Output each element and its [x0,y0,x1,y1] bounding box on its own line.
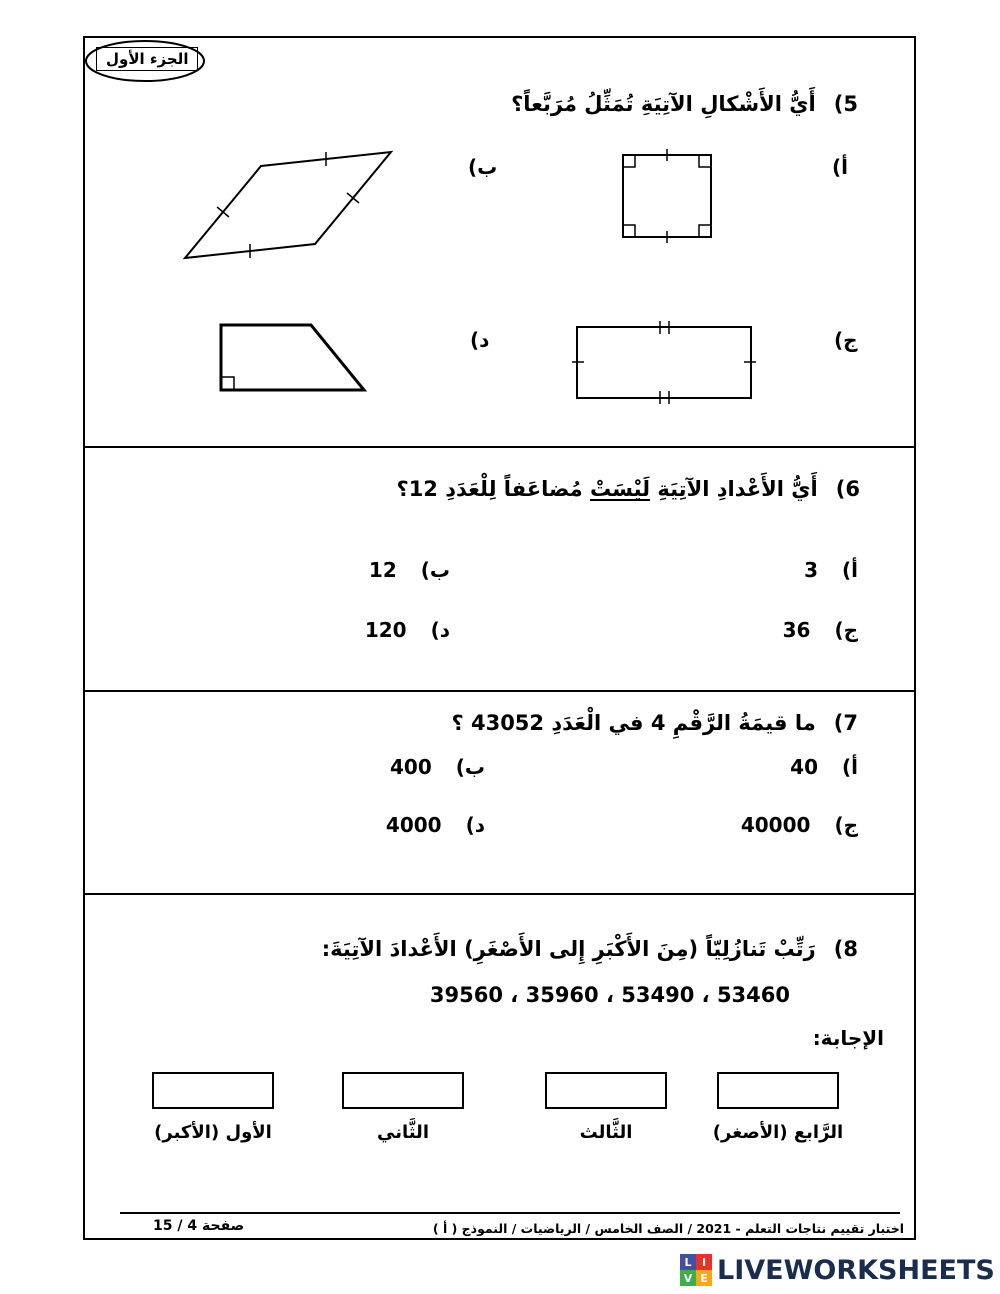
q6-option-b[interactable] [369,558,450,582]
q8-numbers-list: 53460 ، 53490 ، 35960 ، 39560 [429,983,790,1007]
question-8-number: 8) [833,937,858,961]
question-5-number: 5) [833,92,858,116]
q7-option-d-value[interactable]: 4000 [385,813,442,837]
liveworksheets-wordmark: LIVEWORKSHEETS [717,1254,995,1286]
q8-slot-second [323,1072,483,1143]
q6-option-c-label[interactable]: ج) [834,618,858,642]
section-divider [84,446,916,448]
q6-option-a[interactable] [804,558,858,582]
q8-slot-fourth [698,1072,858,1143]
exam-info: اختبار تقييم نتاجات التعلم - 2021 / الصف الخامس / الرياضيات / النموذج ( أ ) [432,1221,904,1236]
question-5-text: أَيُّ الأَشْكالِ الآتِيَةِ تُمَثِّلُ مُرَبَّعاً؟ [511,92,816,116]
q6-option-c[interactable] [783,618,858,642]
liveworksheets-icon [680,1254,712,1286]
q7-option-b[interactable] [390,755,485,779]
parallelogram-shape[interactable] [183,148,395,267]
q7-option-c-label[interactable]: ج) [834,813,858,837]
q6-option-d-value[interactable]: 120 [364,618,407,642]
q7-option-b-value[interactable]: 400 [390,755,432,779]
q8-answer-box-third[interactable] [545,1072,667,1109]
question-6-text-before: أَيُّ الأَعْدادِ الآتِيَةِ [650,477,818,501]
q7-option-d-label[interactable]: د) [465,813,485,837]
q8-answer-label: الإجابة: [812,1026,884,1050]
q6-option-a-label[interactable]: أ) [842,558,858,582]
q8-slot-first [133,1072,293,1143]
q8-slot-second-label: الثَّاني [376,1122,429,1143]
q6-option-b-label[interactable]: ب) [420,558,450,582]
trapezoid-shape[interactable] [218,322,368,398]
q6-option-d-label[interactable]: د) [430,618,450,642]
section-divider [84,893,916,895]
question-7-text: ما قيمَةُ الرَّقْمِ 4 في الْعَدَدِ 43052 ؟ [451,711,816,735]
liveworksheets-logo[interactable] [680,1254,995,1286]
question-7-number: 7) [833,711,858,735]
q8-slot-third-label: الثَّالث [579,1122,633,1143]
section-divider [84,690,916,692]
question-7-header [451,711,858,735]
q6-option-b-value[interactable]: 12 [368,558,397,582]
part-label-container [84,39,206,84]
q7-option-c-value[interactable]: 40000 [740,813,811,837]
question-8-header [322,937,858,961]
question-5-header [511,92,858,116]
question-6-underlined-word: لَيْسَتْ [590,477,651,501]
question-6-text-after: مُضاعَفاً لِلْعَدَدِ 12؟ [396,477,590,501]
question-6-number: 6) [835,477,860,501]
q5-option-c-label[interactable]: ج) [834,328,858,352]
q8-answer-box-second[interactable] [342,1072,464,1109]
q7-option-b-label[interactable]: ب) [455,755,485,779]
q8-slot-fourth-label: الرَّابع (الأصغر) [712,1122,844,1143]
q7-option-a-label[interactable]: أ) [842,755,858,779]
logo-tile-v: V [680,1270,696,1286]
square-shape[interactable] [617,147,717,247]
q7-option-d[interactable] [386,813,485,837]
rectangle-shape[interactable] [572,320,757,409]
question-8-text: رَتِّبْ تَنازُلِيّاً (مِنَ الأَكْبَرِ إِلى الأَصْغَرِ) الأَعْدادَ الآتِيَةَ: [321,937,816,961]
part-label: الجزء الأول [96,47,198,71]
logo-tile-e: E [696,1270,712,1286]
q8-slot-third [526,1072,686,1143]
q6-option-c-value[interactable]: 36 [782,618,811,642]
q8-slot-first-label: الأول (الأكبر) [154,1122,272,1143]
logo-tile-i: I [696,1254,712,1270]
q7-option-a-value[interactable]: 40 [790,755,818,779]
q6-option-a-value[interactable]: 3 [804,558,818,582]
page-number: صفحة 4 / 15 [153,1218,245,1234]
q5-option-b-label[interactable]: ب) [468,155,498,179]
q7-option-a[interactable] [790,755,858,779]
q8-answer-box-first[interactable] [152,1072,274,1109]
footer-rule [120,1212,900,1214]
q8-answer-box-fourth[interactable] [717,1072,839,1109]
q6-option-d[interactable] [365,618,450,642]
q7-option-c[interactable] [741,813,858,837]
q5-option-a-label[interactable]: أ) [832,155,848,179]
logo-tile-l: L [680,1254,696,1270]
q5-option-d-label[interactable]: د) [470,328,490,352]
question-6-header [397,477,861,501]
